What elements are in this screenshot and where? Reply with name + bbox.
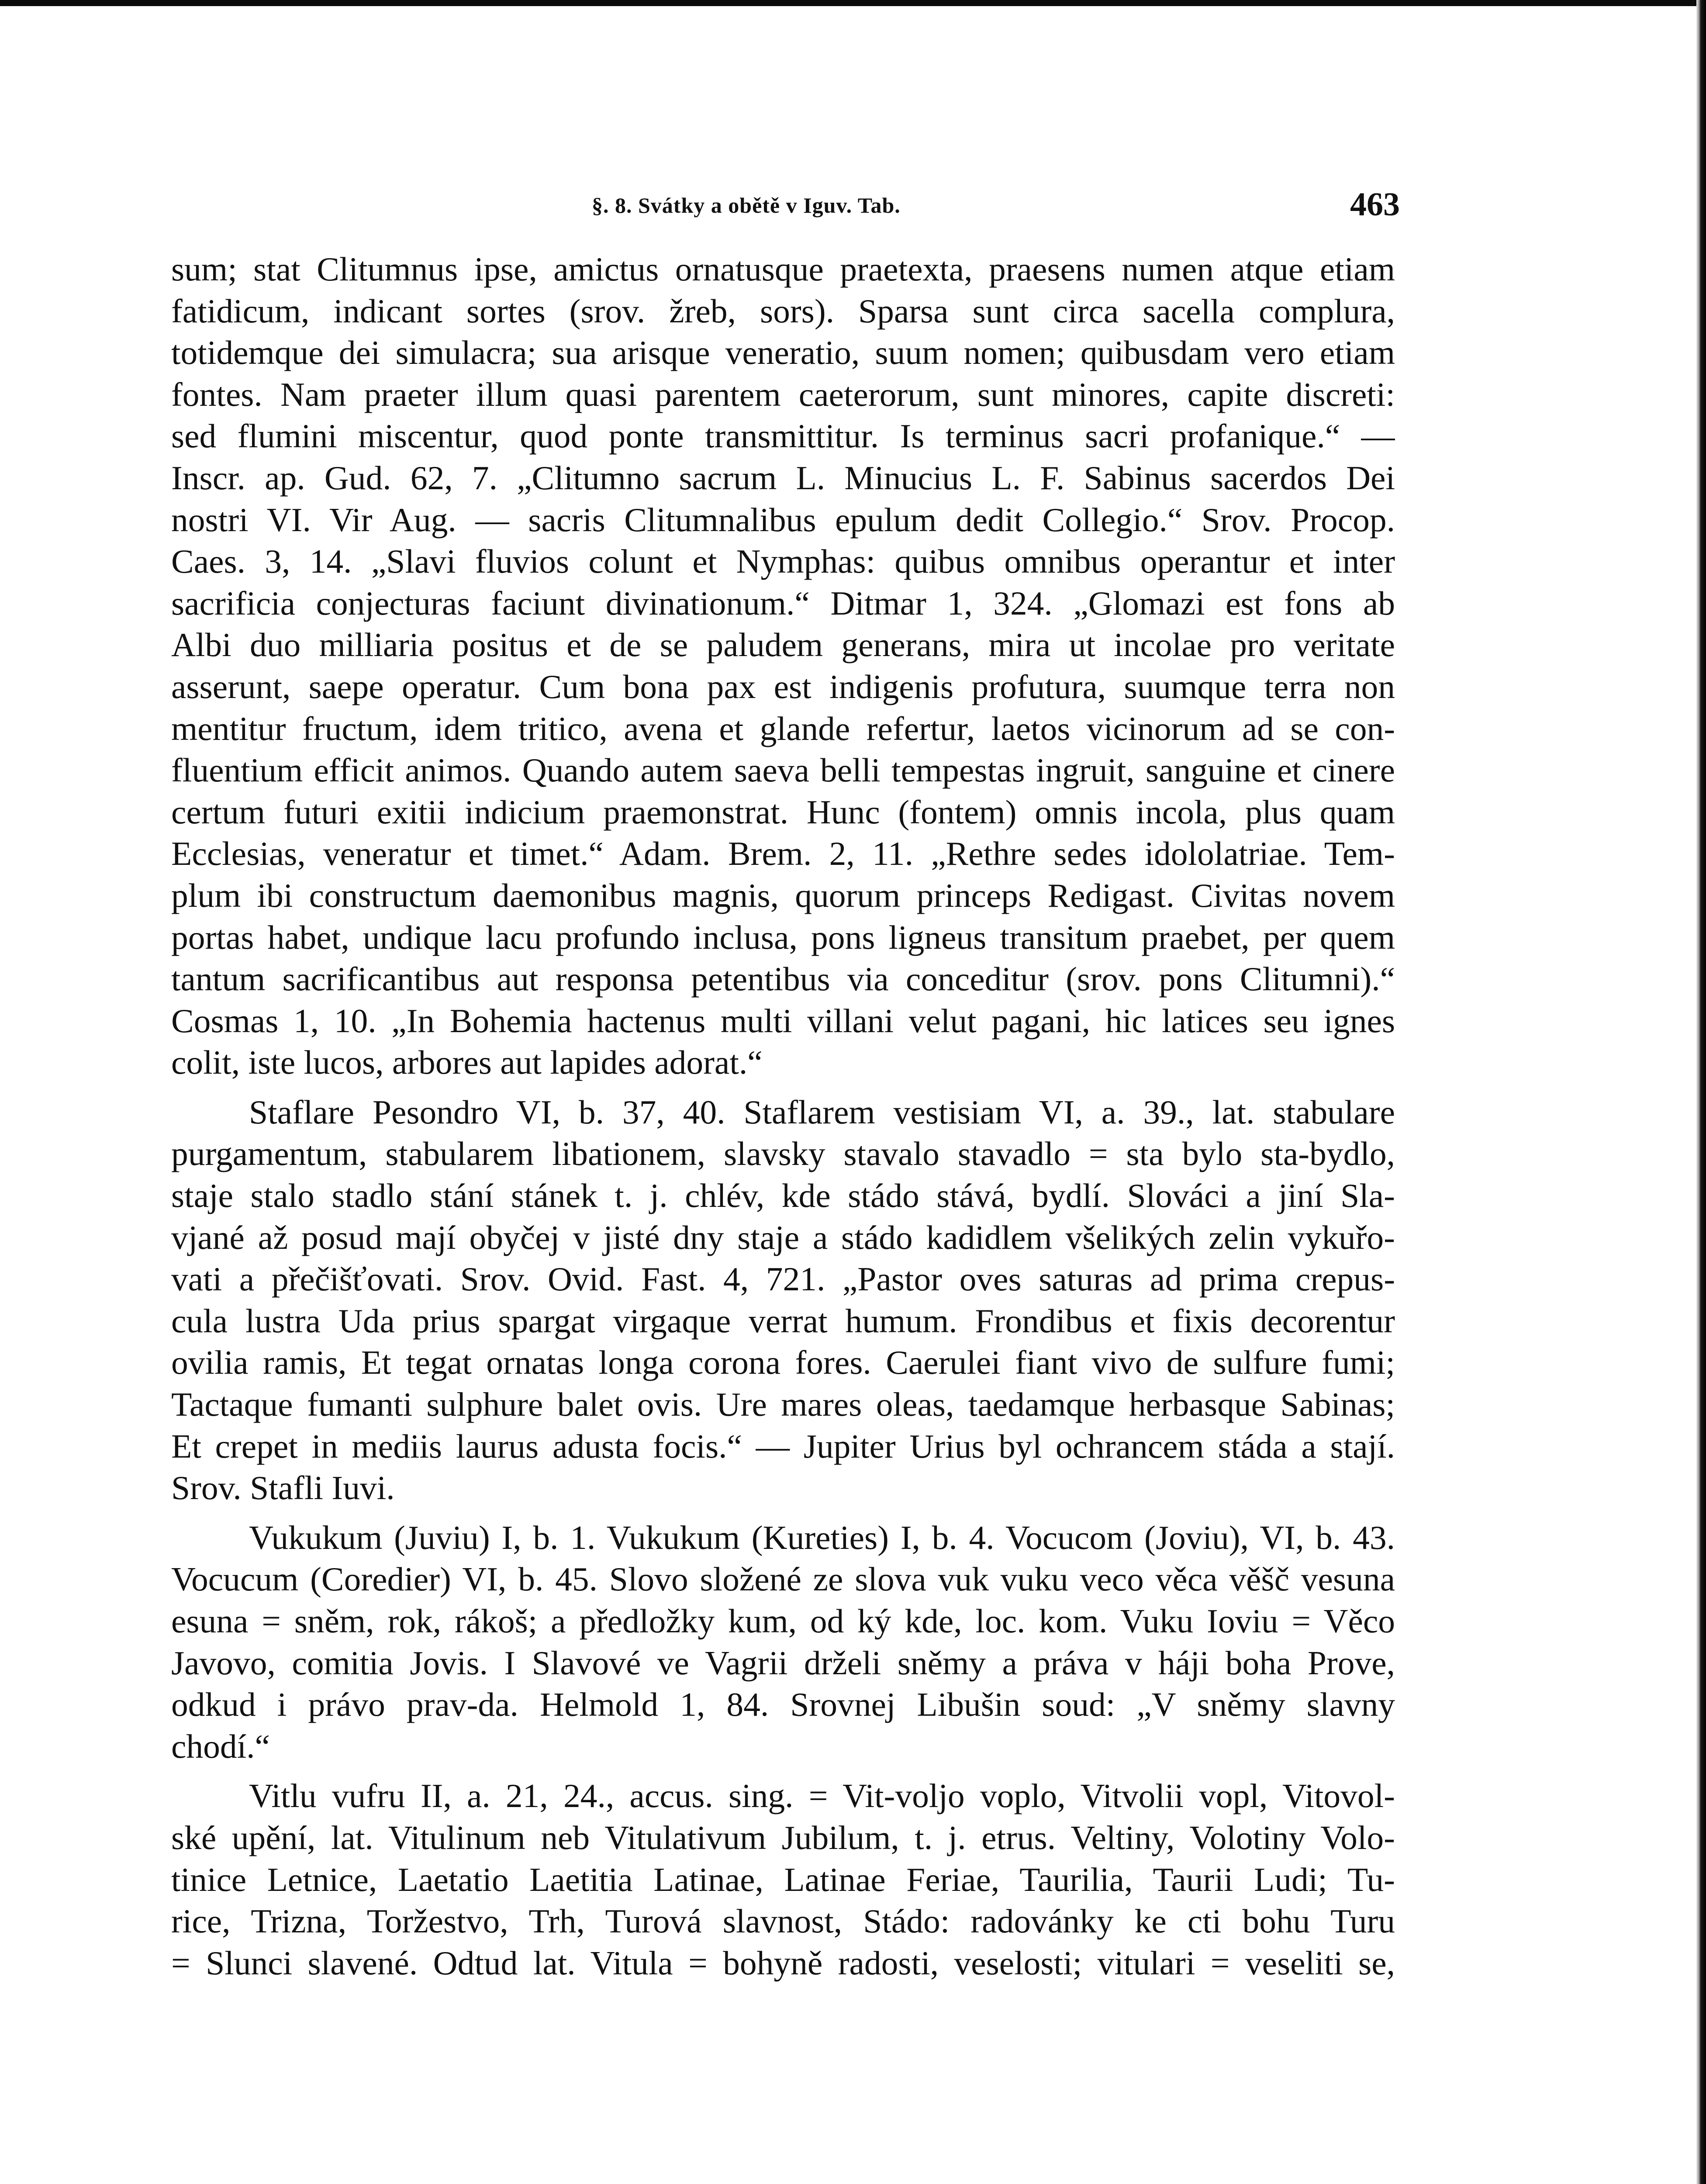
text-line: esuna = sněm, rok, rákoš; a předložky kum, od ký kde, loc. kom. Vuku Ioviu = Věco (171, 1602, 1395, 1640)
text-line: ovilia ramis, Et tegat ornatas longa corona fores. Caerulei fiant vivo de sulfure fumi; (171, 1344, 1395, 1382)
text-line: Et crepet in mediis laurus adusta focis.“ — Jupiter Urius byl ochrancem stáda a stají. (171, 1427, 1395, 1465)
text-line: rice, Trizna, Toržestvo, Trh, Turová slavnost, Stádo: radovánky ke cti bohu Turu (171, 1902, 1395, 1940)
text-line: Javovo, comitia Jovis. I Slavové ve Vagrii drželi sněmy a práva v háji boha Prove, (171, 1644, 1395, 1682)
text-line: mentitur fructum, idem tritico, avena et glande refertur, laetos vicinorum ad se con- (171, 709, 1395, 747)
text-line: Staflare Pesondro VI, b. 37, 40. Staflarem vestisiam VI, a. 39., lat. stabulare (249, 1093, 1395, 1131)
text-line: certum futuri exitii indicium praemonstrat. Hunc (fontem) omnis incola, plus quam (171, 793, 1395, 831)
page-number: 463 (1350, 186, 1400, 223)
text-line: Albi duo milliaria positus et de se paludem generans, mira ut incolae pro veritate (171, 626, 1395, 664)
text-line: sum; stat Clitumnus ipse, amictus ornatusque praetexta, praesens numen atque etiam (171, 250, 1395, 288)
text-line: portas habet, undique lacu profundo inclusa, pons ligneus transitum praebet, per quem (171, 918, 1395, 956)
text-line: staje stalo stadlo stání stánek t. j. chlév, kde stádo stává, bydlí. Slováci a jiní Sla- (171, 1177, 1395, 1215)
scan-edge-top (0, 0, 1706, 6)
text-line: sacrificia conjecturas faciunt divinationum.“ Ditmar 1, 324. „Glomazi est fons ab (171, 584, 1395, 622)
text-line: colit, iste lucos, arbores aut lapides adorat.“ (171, 1044, 763, 1082)
scan-edge-right (1696, 0, 1706, 2184)
text-line: asserunt, saepe operatur. Cum bona pax est indigenis profutura, suumque terra non (171, 667, 1395, 705)
text-line: Ecclesias, veneratur et timet.“ Adam. Brem. 2, 11. „Rethre sedes idololatriae. Tem- (171, 835, 1395, 873)
text-body (171, 249, 1395, 1984)
text-line: fontes. Nam praeter illum quasi parentem caeterorum, sunt minores, capite discreti: (171, 375, 1395, 413)
text-line: ské upění, lat. Vitulinum neb Vitulativum Jubilum, t. j. etrus. Veltiny, Volotiny Volo- (171, 1818, 1395, 1856)
text-line: odkud i právo prav-da. Helmold 1, 84. Srovnej Libušin soud: „V sněmy slavny (171, 1686, 1395, 1724)
text-line: vati a přečišťovati. Srov. Ovid. Fast. 4, 721. „Pastor oves saturas ad prima crepus- (171, 1260, 1395, 1298)
text-line: plum ibi constructum daemonibus magnis, quorum princeps Redigast. Civitas novem (171, 876, 1395, 914)
text-line: Vocucum (Coredier) VI, b. 45. Slovo složené ze slova vuk vuku veco věca věšč vesuna (171, 1560, 1395, 1598)
text-line: totidemque dei simulacra; sua arisque veneratio, suum nomen; quibusdam vero etiam (171, 334, 1395, 372)
text-line: tantum sacrificantibus aut responsa petentibus via conceditur (srov. pons Clitumni).“ (171, 960, 1395, 998)
text-line: Caes. 3, 14. „Slavi fluvios colunt et Nymphas: quibus omnibus operantur et inter (171, 543, 1395, 581)
text-line: Vitlu vufru II, a. 21, 24., accus. sing. = Vit-voljo voplo, Vitvolii vopl, Vitovol- (249, 1777, 1395, 1815)
text-line: Cosmas 1, 10. „In Bohemia hactenus multi villani velut pagani, hic latices seu ignes (171, 1002, 1395, 1040)
text-line: chodí.“ (171, 1727, 270, 1765)
text-line: tinice Letnice, Laetatio Laetitia Latinae, Latinae Feriae, Taurilia, Taurii Ludi; Tu- (171, 1860, 1395, 1898)
text-line: Vukukum (Juviu) I, b. 1. Vukukum (Kureties) I, b. 4. Vocucom (Joviu), VI, b. 43. (249, 1518, 1395, 1556)
text-line: sed flumini miscentur, quod ponte transmittitur. Is terminus sacri profanique.“ — (171, 417, 1395, 455)
running-head: §. 8. Svátky a obětě v Iguv. Tab. (592, 193, 901, 218)
page-header (592, 188, 1400, 232)
text-line: Tactaque fumanti sulphure balet ovis. Ure mares oleas, taedamque herbasque Sabinas; (171, 1386, 1395, 1424)
text-line: purgamentum, stabularem libationem, slavsky stavalo stavadlo = sta bylo sta-bydlo, (171, 1135, 1395, 1173)
text-line: fluentium efficit animos. Quando autem saeva belli tempestas ingruit, sanguine et cinere (171, 751, 1395, 789)
text-line: = Slunci slavené. Odtud lat. Vitula = bohyně radosti, veselosti; vitulari = veseliti se, (171, 1944, 1395, 1982)
text-line: vjané až posud mají obyčej v jisté dny staje a stádo kadidlem všelikých zelin vykuřo- (171, 1218, 1395, 1256)
text-line: nostri VI. Vir Aug. — sacris Clitumnalibus epulum dedit Collegio.“ Srov. Procop. (171, 501, 1395, 539)
text-line: Srov. Stafli Iuvi. (171, 1469, 395, 1507)
text-line: Inscr. ap. Gud. 62, 7. „Clitumno sacrum L. Minucius L. F. Sabinus sacerdos Dei (171, 459, 1395, 497)
text-line: fatidicum, indicant sortes (srov. žreb, sors). Sparsa sunt circa sacella complura, (171, 292, 1395, 330)
text-line: cula lustra Uda prius spargat virgaque verrat humum. Frondibus et fixis decorentur (171, 1302, 1395, 1340)
